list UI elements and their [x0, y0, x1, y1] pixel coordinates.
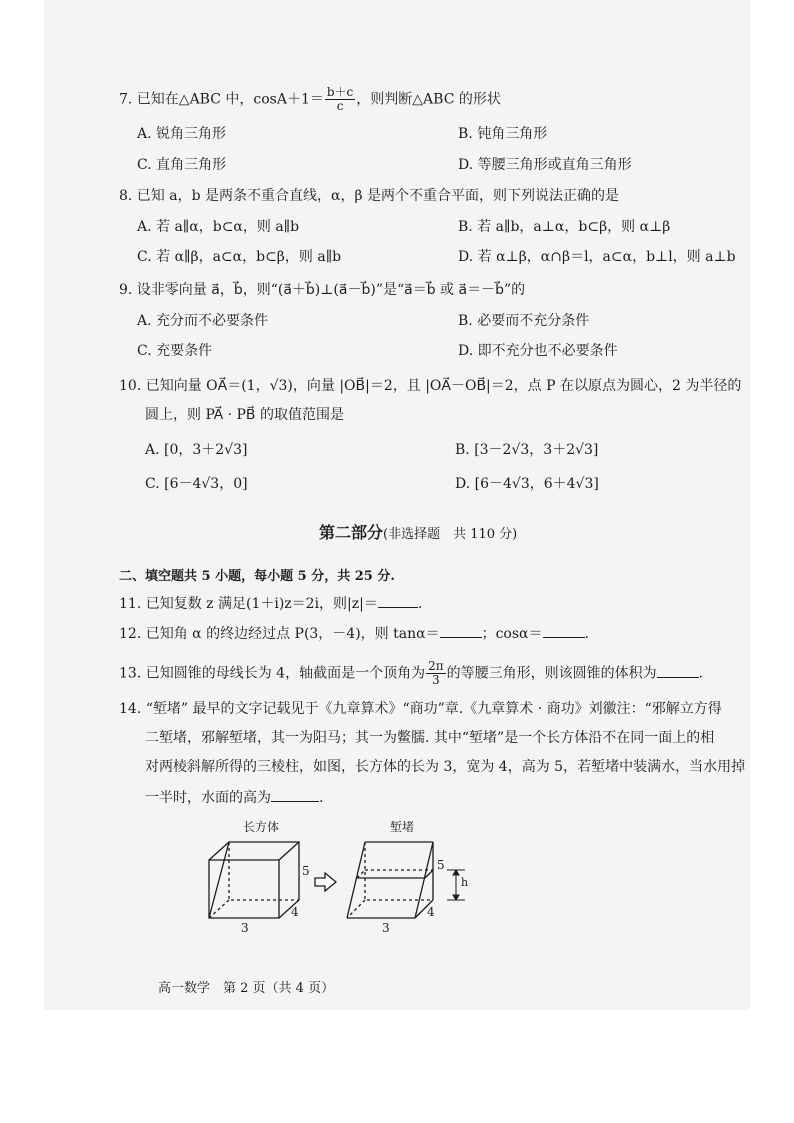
- prism-height-label: 5: [437, 858, 445, 872]
- q7-option-a: A. 锐角三角形: [137, 126, 227, 142]
- water-height-label: h: [461, 876, 469, 889]
- q11-answer-blank[interactable]: [378, 593, 418, 608]
- q10-option-c: C. [6－4√3，0]: [145, 476, 248, 492]
- q14-answer-blank[interactable]: [271, 787, 319, 802]
- q10-option-d: D. [6－4√3，6＋4√3]: [455, 476, 599, 492]
- q8-option-d: D. 若 α⊥β，α∩β＝l，a⊂α，b⊥l，则 a⊥b: [458, 249, 736, 265]
- cuboid-length-label: 3: [241, 921, 249, 935]
- q7-frac-numerator: b＋c: [326, 85, 354, 99]
- q9-stem: 9. 设非零向量 a⃗，b⃗，则“(a⃗＋b⃗)⊥(a⃗－b⃗)”是“a⃗＝b⃗ 或 a⃗＝－b⃗”的: [119, 282, 526, 298]
- q14-line2: 二堑堵，邪解堑堵，其一为阳马；其一为鳖臑. 其中“堑堵”是一个长方体沿不在同一面上的相: [145, 730, 715, 746]
- q10-option-b: B. [3－2√3，3＋2√3]: [455, 442, 599, 458]
- q13-stem-tail: 的等腰三角形，则该圆锥的体积为: [446, 665, 657, 682]
- q12-stem-mid: ；cosα＝: [481, 626, 543, 642]
- prism-length-label: 3: [382, 921, 390, 935]
- q14-line4: [145, 787, 323, 807]
- q12-cos-blank[interactable]: [543, 623, 585, 638]
- figure-label-cuboid: 长方体: [243, 820, 280, 834]
- q14-line4-text: 一半时，水面的高为: [145, 790, 271, 806]
- q7-stem: [119, 86, 501, 113]
- q14-line1: 14. “堑堵” 最早的文字记载见于《九章算术》“商功”章.《九章算术 · 商功》刘徽注：“邪解立方得: [119, 701, 722, 717]
- q12-tan-blank[interactable]: [440, 623, 482, 638]
- q12-stem-text: 12. 已知角 α 的终边经过点 P(3，－4)，则 tanα＝: [119, 626, 440, 642]
- q13-stem: [119, 660, 703, 687]
- cuboid-height-label: 5: [302, 864, 310, 878]
- q7-fraction: [325, 86, 355, 113]
- q8-option-b: B. 若 a∥b，a⊥α，b⊂β，则 α⊥β: [458, 219, 671, 235]
- q7-frac-denominator: c: [336, 99, 344, 113]
- prism-drawing: [347, 842, 433, 918]
- q13-fraction: [426, 660, 446, 687]
- q14-end: .: [319, 790, 324, 806]
- prism-width-label: 4: [427, 905, 435, 919]
- transform-arrow: [315, 873, 336, 891]
- q12-end: .: [584, 626, 589, 642]
- q9-option-a: A. 充分而不必要条件: [137, 313, 269, 329]
- q10-stem-line2: 圆上，则 PA⃗ · PB⃗ 的取值范围是: [145, 407, 344, 423]
- q10-option-a: A. [0，3＋2√3]: [145, 442, 248, 458]
- q12-stem: [119, 623, 589, 643]
- q13-frac-denominator: 3: [432, 673, 440, 687]
- q9-option-c: C. 充要条件: [137, 343, 213, 359]
- q11-stem-text: 11. 已知复数 z 满足(1＋i)z＝2i，则|z|＝: [119, 596, 378, 612]
- page-footer: 高一数学 第 2 页（共 4 页）: [158, 981, 335, 996]
- cuboid-drawing: [209, 842, 299, 918]
- q13-answer-blank[interactable]: [657, 663, 699, 678]
- q8-option-a: A. 若 a∥α，b⊂α，则 a∥b: [137, 219, 300, 235]
- q9-option-b: B. 必要而不充分条件: [458, 313, 590, 329]
- prism-figure: [195, 818, 475, 936]
- cuboid-width-label: 4: [291, 905, 299, 919]
- q7-option-b: B. 钝角三角形: [458, 126, 548, 142]
- q9-option-d: D. 即不充分也不必要条件: [458, 343, 618, 359]
- q8-stem: 8. 已知 a，b 是两条不重合直线，α，β 是两个不重合平面，则下列说法正确的是: [119, 188, 620, 204]
- q10-stem-line1: 10. 已知向量 OA⃗＝(1，√3)，向量 |OB⃗|＝2，且 |OA⃗－OB⃗|＝2，点 P 在以原点为圆心，2 为半径的: [119, 378, 742, 394]
- q7-stem-text: 7. 已知在△ABC 中，cosA＋1＝: [119, 91, 324, 108]
- q7-option-d: D. 等腰三角形或直角三角形: [458, 157, 632, 173]
- section-title: [319, 520, 517, 543]
- q13-stem-text: 13. 已知圆锥的母线长为 4，轴截面是一个顶角为: [119, 665, 426, 682]
- fill-in-heading: 二、填空题共 5 小题，每小题 5 分，共 25 分.: [119, 569, 395, 584]
- q14-line3: 对两棱斜解所得的三棱柱，如图，长方体的长为 3，宽为 4，高为 5，若堑堵中装满水，当水用掉: [145, 759, 746, 775]
- section-title-sub: (非选择题 共 110 分): [383, 527, 518, 542]
- section-title-main: 第二部分: [319, 523, 384, 542]
- q7-option-c: C. 直角三角形: [137, 157, 227, 173]
- q13-end: .: [698, 665, 704, 682]
- q7-stem-tail: ，则判断△ABC 的形状: [356, 91, 501, 108]
- figure-label-prism: 堑堵: [390, 820, 415, 834]
- q8-option-c: C. 若 α∥β，a⊂α，b⊂β，则 a∥b: [137, 249, 342, 265]
- q11-stem: [119, 593, 422, 613]
- q13-frac-numerator: 2π: [428, 659, 444, 673]
- q11-end: .: [417, 596, 423, 612]
